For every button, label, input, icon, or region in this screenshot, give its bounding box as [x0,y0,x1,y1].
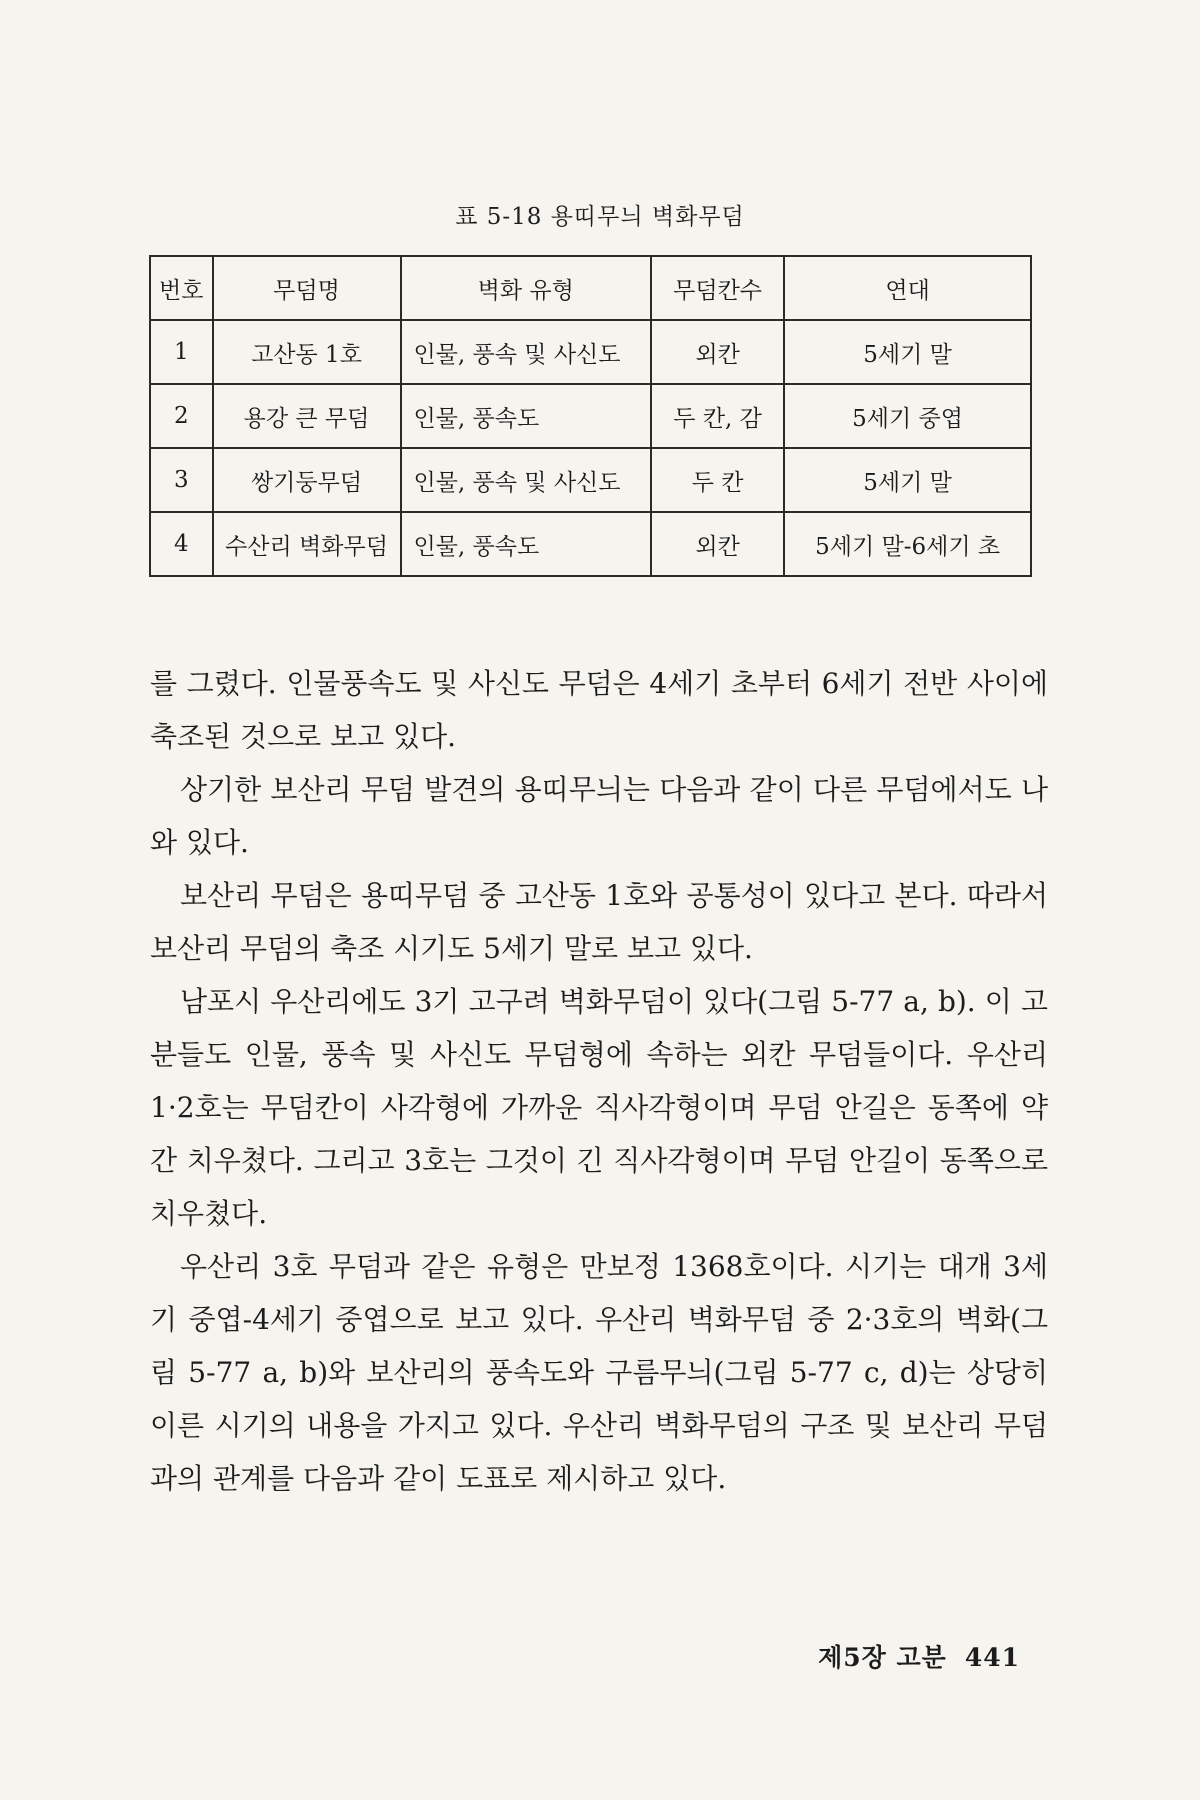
cell-mural-type: 인물, 풍속 및 사신도 [401,320,652,384]
cell-number: 3 [150,448,213,512]
cell-number: 4 [150,512,213,576]
header-era: 연대 [784,256,1031,320]
cell-chamber-count: 외칸 [651,320,784,384]
cell-tomb-name: 쌍기둥무덤 [213,448,401,512]
table-row [150,320,1031,384]
cell-number: 1 [150,320,213,384]
cell-era: 5세기 중엽 [784,384,1031,448]
header-number: 번호 [150,256,213,320]
cell-chamber-count: 두 칸 [651,448,784,512]
cell-tomb-name: 수산리 벽화무덤 [213,512,401,576]
chapter-title: 제5장 고분 [818,1643,947,1672]
table-row [150,448,1031,512]
tomb-table [149,255,1032,577]
page-number: 441 [964,1643,1020,1672]
table-row [150,384,1031,448]
paragraph: 를 그렸다. 인물풍속도 및 사신도 무덤은 4세기 초부터 6세기 전반 사이에 축조된 것으로 보고 있다. [150,667,1048,753]
cell-chamber-count: 외칸 [651,512,784,576]
paragraph: 우산리 3호 무덤과 같은 유형은 만보정 1368호이다. 시기는 대개 3세기 중엽-4세기 중엽으로 보고 있다. 우산리 벽화무덤 중 2·3호의 벽화(그림 5-77 a, b)와 보산리의 풍속도와 구름무늬(그림 5-77 c, d)는 상당히 이른 시기의 내용을 가지고 있다. 우산리 벽화무덤의 구조 및 보산리 무덤과의 관계를 다음과 같이 도표로 제시하고 있다. [150,1250,1048,1495]
cell-mural-type: 인물, 풍속도 [401,512,652,576]
header-mural-type: 벽화 유형 [401,256,652,320]
table-row [150,512,1031,576]
paragraph: 상기한 보산리 무덤 발견의 용띠무늬는 다음과 같이 다른 무덤에서도 나와 있다. [150,773,1048,859]
cell-era: 5세기 말 [784,448,1031,512]
paragraph: 남포시 우산리에도 3기 고구려 벽화무덤이 있다(그림 5-77 a, b). 이 고분들도 인물, 풍속 및 사신도 무덤형에 속하는 외칸 무덤들이다. 우산리 1·2호는 무덤칸이 사각형에 가까운 직사각형이며 무덤 안길은 동쪽에 약간 치우쳤다. 그리고 3호는 그것이 긴 직사각형이며 무덤 안길이 동쪽으로 치우쳤다. [150,985,1048,1230]
paragraph: 보산리 무덤은 용띠무덤 중 고산동 1호와 공통성이 있다고 본다. 따라서 보산리 무덤의 축조 시기도 5세기 말로 보고 있다. [150,879,1048,965]
cell-tomb-name: 고산동 1호 [213,320,401,384]
cell-number: 2 [150,384,213,448]
cell-tomb-name: 용강 큰 무덤 [213,384,401,448]
cell-era: 5세기 말-6세기 초 [784,512,1031,576]
cell-era: 5세기 말 [784,320,1031,384]
cell-chamber-count: 두 칸, 감 [651,384,784,448]
table-header-row [150,256,1031,320]
cell-mural-type: 인물, 풍속도 [401,384,652,448]
page-footer [818,1638,1020,1674]
header-tomb-name: 무덤명 [213,256,401,320]
table-caption: 표 5-18 용띠무늬 벽화무덤 [455,204,745,230]
cell-mural-type: 인물, 풍속 및 사신도 [401,448,652,512]
header-chamber-count: 무덤칸수 [651,256,784,320]
body-text [150,657,1048,1505]
